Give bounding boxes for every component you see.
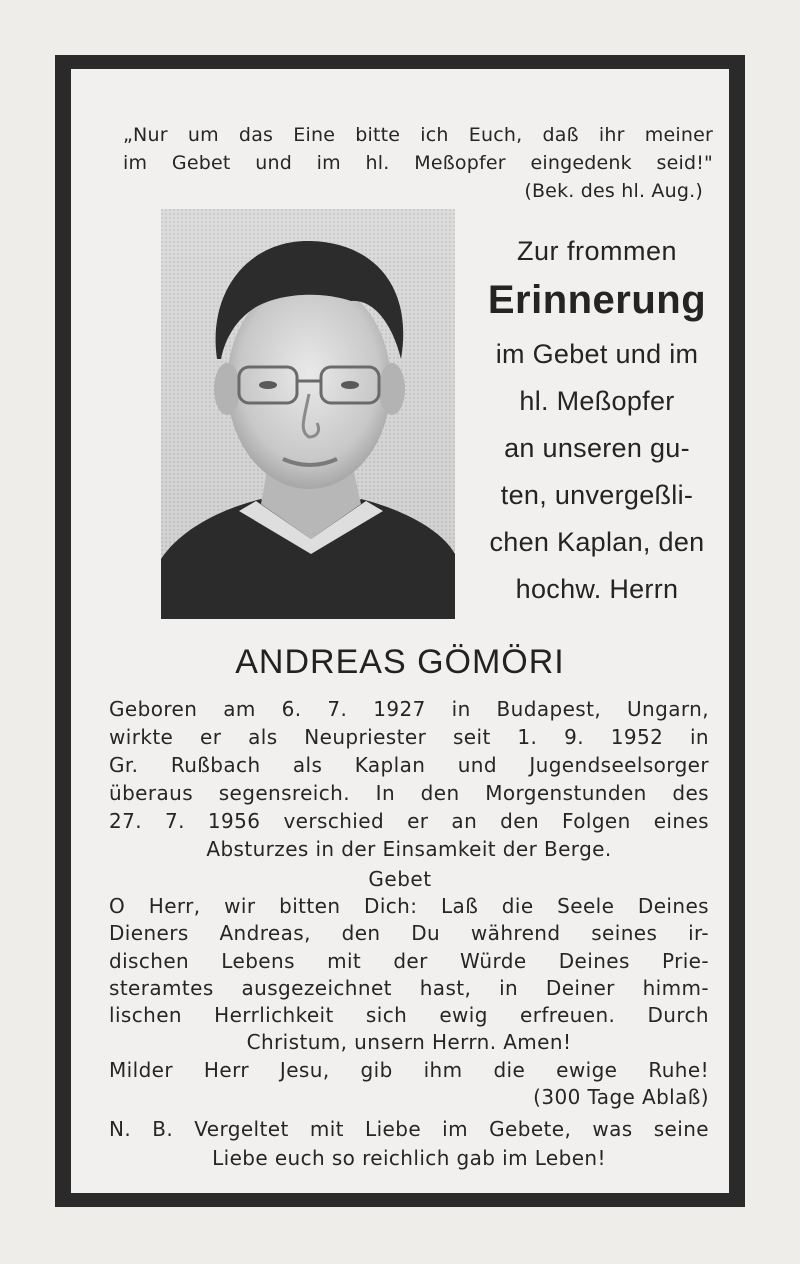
deceased-name: ANDREAS GÖMÖRI bbox=[235, 643, 565, 681]
nota-bene bbox=[109, 1115, 709, 1173]
memorial-line: im Gebet und im bbox=[495, 339, 699, 369]
quote-line-2: im Gebet und im hl. Meßopfer eingedenk seid!" bbox=[123, 152, 713, 174]
prayer-line: Christum, unsern Herrn. Amen! bbox=[246, 1030, 572, 1055]
memorial-card bbox=[55, 55, 745, 1207]
augustine-quote bbox=[123, 121, 713, 205]
prayer-title: Gebet bbox=[368, 867, 432, 891]
prayer-line: lischen Herrlichkeit sich ewig erfreuen. Durch bbox=[109, 1003, 709, 1028]
bio-line: Geboren am 6. 7. 1927 in Budapest, Ungarn, bbox=[109, 697, 709, 721]
prayer-line: steramtes ausgezeichnet hast, in Deiner himm- bbox=[109, 975, 709, 1000]
indulgence-note: (300 Tage Ablaß) bbox=[533, 1085, 709, 1110]
nb-line: N. B. Vergeltet mit Liebe im Gebete, was seine bbox=[109, 1117, 709, 1141]
nb-line: Liebe euch so reichlich gab im Leben! bbox=[212, 1146, 606, 1170]
prayer-line: dischen Lebens mit der Würde Deines Prie- bbox=[109, 948, 709, 973]
bio-line: 27. 7. 1956 verschied er an den Folgen eines bbox=[109, 809, 709, 833]
biography bbox=[109, 695, 709, 863]
bio-line: wirkte er als Neupriester seit 1. 9. 1952 in bbox=[109, 725, 709, 749]
memorial-line: hochw. Herrn bbox=[515, 574, 679, 604]
bio-line: überaus segensreich. In den Morgenstunden des bbox=[109, 781, 709, 805]
prayer-line: Milder Herr Jesu, gib ihm die ewige Ruhe! bbox=[109, 1057, 709, 1082]
portrait-photo bbox=[161, 209, 455, 619]
prayer-line: Dieners Andreas, den Du während seines ir- bbox=[109, 921, 709, 946]
quote-source: (Bek. des hl. Aug.) bbox=[524, 180, 703, 202]
memorial-heading bbox=[477, 233, 717, 613]
prayer-line: O Herr, wir bitten Dich: Laß die Seele Deines bbox=[109, 894, 709, 918]
memorial-line-1: Zur frommen bbox=[516, 236, 678, 266]
portrait-illustration bbox=[161, 209, 455, 619]
prayer-text bbox=[109, 893, 709, 1111]
memorial-line: an unseren gu- bbox=[504, 433, 690, 463]
bio-line: Gr. Rußbach als Kaplan und Jugendseelsorger bbox=[109, 753, 709, 777]
memorial-line: hl. Meßopfer bbox=[519, 386, 675, 416]
memorial-line: chen Kaplan, den bbox=[489, 527, 705, 557]
quote-line-1: „Nur um das Eine bitte ich Euch, daß ihr meiner bbox=[123, 124, 713, 146]
bio-line: Absturzes in der Einsamkeit der Berge. bbox=[206, 837, 612, 861]
memorial-line: ten, unvergeßli- bbox=[500, 480, 694, 510]
memorial-line-2: Erinnerung bbox=[487, 278, 707, 322]
